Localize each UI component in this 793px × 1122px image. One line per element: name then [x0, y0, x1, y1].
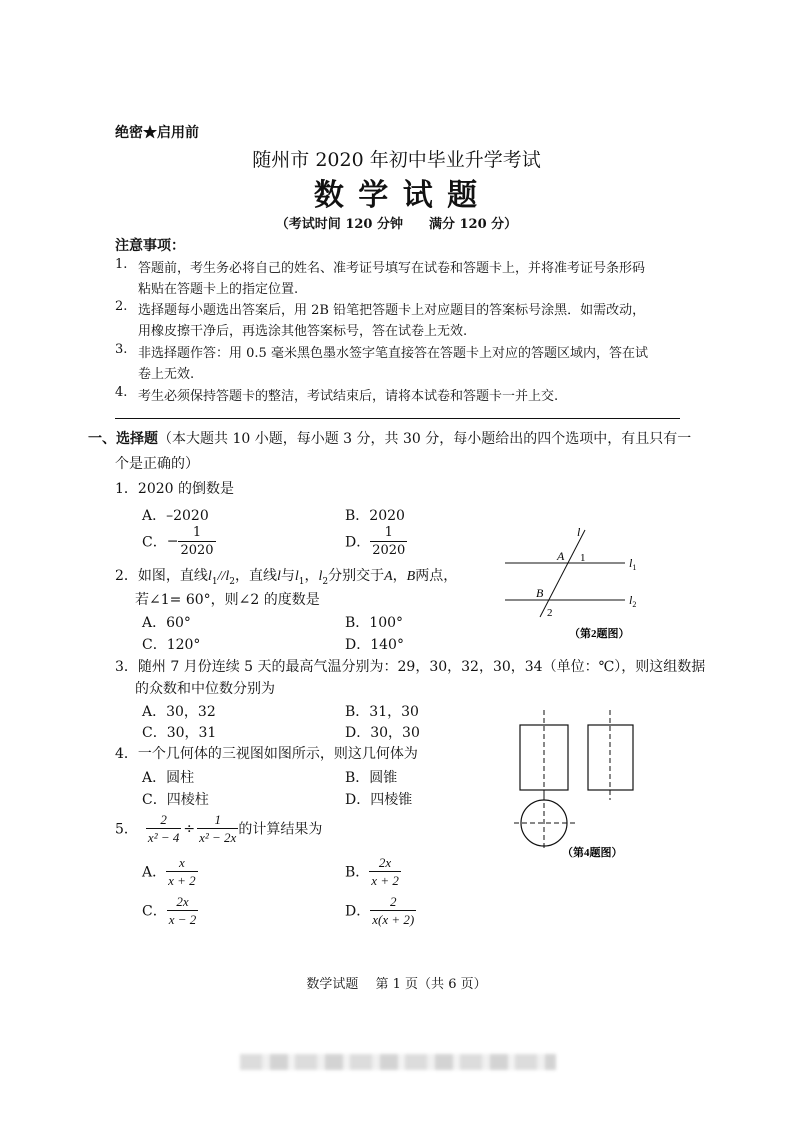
fraction-numerator: 2: [389, 894, 397, 909]
line-l: [540, 530, 585, 617]
fraction-denominator: x − 2: [168, 912, 197, 927]
q1-option-c: [142, 525, 216, 558]
var-a: A: [384, 569, 393, 584]
secret-label: 绝密★启用前: [115, 125, 199, 141]
q2-text: 两点，: [415, 568, 458, 584]
fig-label-angle-2: 2: [547, 607, 553, 619]
fraction-numerator: 2x: [378, 855, 392, 870]
option-label: C．: [142, 534, 167, 551]
subscript: 1: [298, 576, 305, 587]
page-footer: 数学试题 第 1 页（共 6 页）: [306, 977, 487, 992]
var-l: l: [225, 569, 230, 584]
notice-item-num: 2.: [115, 299, 128, 314]
q4-option-b: B．圆锥: [345, 770, 398, 786]
exam-title: 随州市 2020 年初中毕业升学考试: [252, 149, 541, 171]
var-b: B: [406, 569, 416, 584]
fig-label-l1: [629, 556, 636, 572]
var-l: l: [276, 569, 281, 584]
q2-text: ，直线: [234, 568, 277, 584]
parallel-sign: //: [217, 569, 226, 584]
q3-option-a: A．30，32: [142, 704, 216, 720]
minus-sign: −: [166, 533, 179, 550]
q4-option-a: A．圆柱: [142, 770, 195, 786]
divider-line: [115, 418, 680, 419]
fig-label-l2-sub: 2: [632, 600, 637, 609]
fraction: [178, 525, 215, 558]
q2-text: 分别交于: [328, 568, 385, 584]
notice-item-text: 考生必须保持答题卡的整洁，考试结束后，请将本试卷和答题卡一并上交.: [138, 389, 559, 404]
fraction-numerator: 1: [384, 525, 393, 540]
q2-num: 2．: [115, 568, 138, 584]
q4-figure: [510, 705, 660, 865]
q2-option-c: C．120°: [142, 637, 201, 653]
q5-num: 5．: [115, 821, 138, 838]
fig-label-l2: [629, 593, 636, 609]
fraction-numerator: 2x: [176, 894, 189, 909]
fig-label-l2-main: l: [629, 593, 633, 607]
fig-label-a: A: [557, 549, 565, 563]
notice-heading: 注意事项：: [115, 238, 185, 254]
fraction: [197, 812, 238, 845]
subscript: 2: [322, 576, 329, 587]
fraction-denominator: x² − 4: [147, 830, 180, 845]
fig-label-angle-1: 1: [580, 552, 586, 564]
q3-stem-line1: 3．随州 7 月份连续 5 天的最高气温分别为：29，30，32，30，34（单位：℃），则这组数据: [115, 659, 706, 675]
fraction-denominator: x(x + 2): [372, 912, 415, 927]
option-label: C．: [142, 903, 167, 920]
fraction-numerator: 2: [160, 812, 167, 827]
fraction-denominator: 2020: [180, 543, 214, 558]
q1-stem: 1．2020 的倒数是: [115, 481, 234, 497]
fraction-denominator: x + 2: [168, 873, 196, 888]
fig-label-l: l: [577, 525, 581, 539]
section-description: [88, 428, 691, 448]
section-desc-text: （本大题共 10 小题，每小题 3 分，共 30 分，每小题给出的四个选项中，有且只有一: [158, 431, 692, 447]
notice-item-text: 粘贴在答题卡上的指定位置.: [138, 282, 299, 297]
subscript: 1: [211, 576, 218, 587]
q3-option-d: D．30，30: [345, 725, 420, 741]
option-label: B．: [345, 864, 370, 881]
q2-option-b: B．100°: [345, 615, 404, 631]
var-l: l: [318, 569, 323, 584]
q1-option-b: B．2020: [345, 508, 405, 524]
q2-stem-line2: 若∠1= 60°，则∠2 的度数是: [135, 592, 320, 608]
q2-figure-caption: （第2题图）: [569, 628, 630, 640]
notice-item-num: 3.: [115, 342, 128, 357]
q2-text: ，: [392, 568, 407, 584]
fraction: [146, 812, 181, 845]
notice-item-text: 答题前，考生务必将自己的姓名、准考证号填写在试卷和答题卡上，并将准考证号条形码: [138, 261, 646, 276]
fig-label-l1-sub: 1: [632, 563, 637, 572]
q4-option-c: C．四棱柱: [142, 792, 209, 808]
notice-item-text: 选择题每小题选出答案后，用 2B 铅笔把答题卡上对应题目的答案标号涂黑．如需改动，: [138, 303, 646, 318]
q5-option-c: [142, 894, 198, 927]
option-label: D．: [345, 534, 371, 551]
q4-option-d: D．四棱锥: [345, 792, 413, 808]
var-l: l: [294, 569, 299, 584]
q3-stem-line2: 的众数和中位数分别为: [135, 681, 275, 697]
fraction: [370, 525, 407, 558]
q3-option-c: C．30，31: [142, 725, 217, 741]
section-heading: 一、选择题: [88, 431, 158, 447]
notice-item-num: 4.: [115, 385, 128, 400]
subject-title: 数 学 试 题: [313, 178, 480, 213]
fraction-numerator: x: [179, 855, 185, 870]
q2-stem-line1: [115, 565, 457, 587]
q3-option-b: B．31，30: [345, 704, 419, 720]
exam-info: （考试时间 120 分钟 满分 120 分）: [275, 217, 518, 232]
notice-item-num: 1.: [115, 257, 128, 272]
q5-option-b: [345, 855, 401, 888]
q5-text: 的计算结果为: [238, 821, 323, 838]
fraction-denominator: x² − 2x: [199, 830, 237, 845]
q1-option-a: A．–2020: [142, 508, 209, 524]
fraction-denominator: x + 2: [371, 873, 399, 888]
q2-text: 如图，直线: [137, 568, 208, 584]
q5-option-d: [345, 894, 416, 927]
q5-option-a: [142, 855, 198, 888]
divide-sign: ÷: [183, 820, 196, 837]
option-label: D．: [345, 903, 371, 920]
fraction: [370, 894, 416, 927]
q2-option-a: A．60°: [142, 615, 191, 631]
fig-label-b: B: [536, 586, 544, 600]
option-label: A．: [142, 864, 167, 881]
fraction: [167, 894, 199, 927]
q5-stem: [115, 812, 322, 845]
q1-option-d: [345, 525, 407, 558]
fraction-numerator: 1: [214, 812, 221, 827]
var-l: l: [207, 569, 212, 584]
blurred-watermark: [240, 1054, 556, 1070]
q2-text: 与: [280, 568, 295, 584]
notice-item-text: 非选择题作答：用 0.5 毫米黑色墨水签字笔直接答在答题卡上对应的答题区域内，答在试: [138, 346, 648, 361]
fraction-numerator: 1: [192, 525, 202, 540]
q2-figure: [495, 520, 655, 645]
fraction-denominator: 2020: [372, 543, 406, 558]
fraction: [166, 855, 198, 888]
fig-label-l1-main: l: [629, 556, 633, 570]
q4-figure-caption: （第4题图）: [562, 847, 623, 859]
section-desc-line2: 个是正确的）: [115, 456, 199, 472]
subscript: 2: [229, 576, 235, 587]
notice-item-text: 用橡皮擦干净后，再选涂其他答案标号，答在试卷上无效.: [138, 324, 468, 339]
q4-stem: 4．一个几何体的三视图如图所示，则这几何体为: [115, 746, 418, 762]
q2-option-d: D．140°: [345, 637, 404, 653]
notice-item-text: 卷上无效.: [138, 367, 195, 382]
fraction: [369, 855, 401, 888]
q2-text: ，: [304, 568, 319, 584]
